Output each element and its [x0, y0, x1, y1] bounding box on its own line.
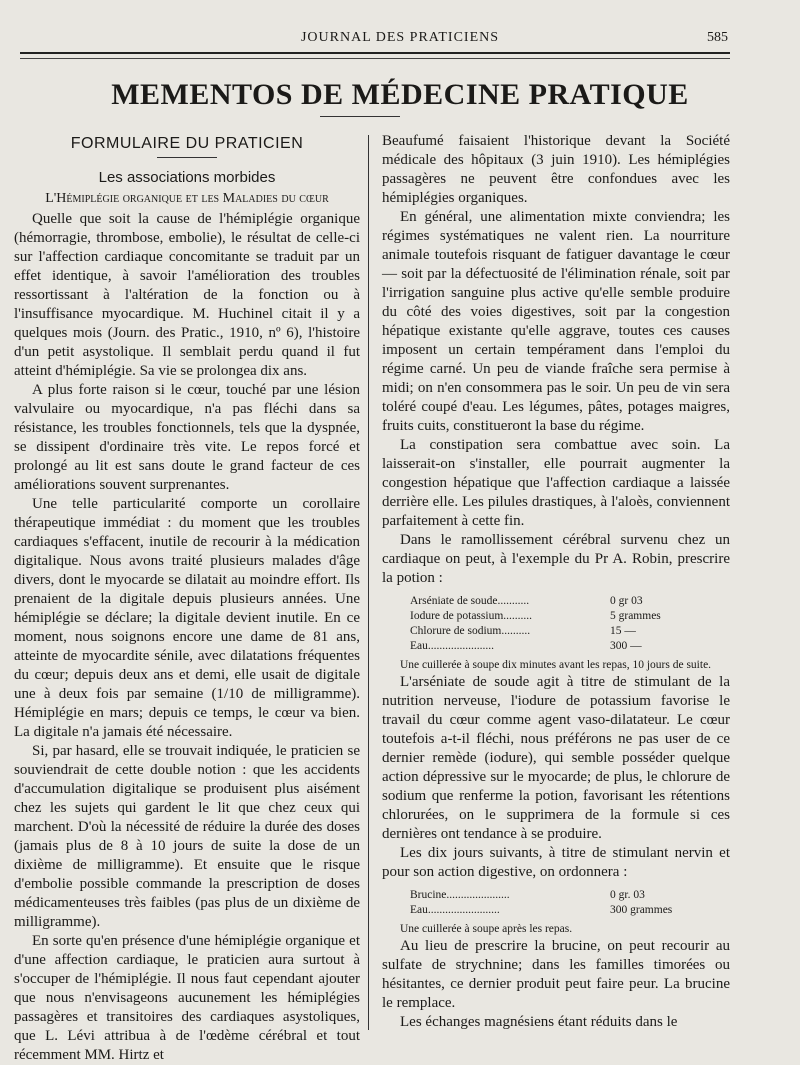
paragraph: En général, une alimentation mixte conviendra; les régimes systématiques ne valent rien. La nourriture animale toutefois risquant de fatiguer davantage le cœur — soit par la défectuosité de l'élimination rénale, soit par l'irrigation sanguine plus active qu'elle semble produire du côté des voies digestives, soit par la congestion hépatique existante qu'elle aggrave, toutes ces causes imposent un certain tempérament dans l'emploi du régime carné. Un peu de viande fraîche sera permise à midi; on n'en consommera pas le soir. Un peu de vin sera toléré coupé d'eau. Les légumes, pâtes, potages maigres, fruits cuits, constitueront la base du régime. — [382, 209, 730, 434]
paragraph: Beaufumé faisaient l'historique devant la Société médicale des hôpitaux (3 juin 1910). Les hémiplégies passagères ne peuvent être confondues avec les hémiplégies organiques. — [382, 133, 730, 206]
ingredient-quantity: 0 gr 03 — [610, 595, 643, 607]
subsection-title: Les associations morbides — [98, 169, 276, 186]
header-rule — [20, 52, 730, 54]
paragraph: La constipation sera combattue avec soin. La laisserait-on s'installer, elle pourrait augmenter la congestion hépatique que l'affection cardiaque a laissée derrière elle. Les pilules drastiques, à l'aloès, conviennent parfaitement à cette fin. — [382, 437, 730, 529]
prescription-brucine — [410, 888, 730, 918]
ingredient-name: Brucine...................... — [410, 889, 510, 901]
ingredient-name: Eau....................... — [410, 640, 495, 652]
ingredient-name: Eau......................... — [410, 904, 500, 916]
right-column — [382, 132, 730, 1032]
main-title: MEMENTOS DE MÉDECINE PRATIQUE — [111, 78, 689, 111]
paragraph: Une telle particularité comporte un corollaire thérapeutique immédiat : du moment que les troubles cardiaques s'effacent, inutile de recourir à la médication digitalique. Nous avons traité plusieurs malades d'âge divers, dont le myocarde se dilatait au moindre effort. Ils prenaient de la digitale depuis plusieurs années. Une hémiplégie se déclare; la digitale devient inutile. En ce moment, nous soignons encore une dame de 81 ans, atteinte de myocardite sénile, avec dilatations fréquentes du cœur; depuis deux ans et demi, elle usait de digitale une à deux fois par semaine (1/10 de milligramme). Hémiplégie en mars; depuis ce temps, le cœur va bien. La digitale n'a jamais été nécessaire. — [14, 496, 360, 740]
dosage-note: Une cuillerée à soupe après les repas. — [400, 923, 573, 935]
recipe-line — [410, 639, 730, 654]
recipe-line — [410, 594, 730, 609]
running-title: JOURNAL DES PRATICIENS — [300, 30, 500, 45]
title-rule — [320, 116, 400, 117]
paragraph: Si, par hasard, elle se trouvait indiquée, le praticien se souviendrait de cette double notion : que les accidents d'accumulation digitalique se produisent plus aisément chez les sujets qui gardent le lit que chez ceux qui marchent. D'où la nécessité de réduire la durée des doses (jamais plus de 8 à 10 jours de suite la dose de un dixième de milligramme). Et ensuite que le risque d'embolie possible commande la prescription de doses médicamenteuses très faibles (pas plus de un dixième de milligramme). — [14, 743, 360, 930]
recipe-line — [410, 624, 730, 639]
paragraph: En sorte qu'en présence d'une hémiplégie organique et d'une affection cardiaque, le praticien aura surtout à s'occuper de l'hémiplégie. Il nous faut cependant ajouter que nous n'envisageons aucunement les hémiplégies passagères et transitoires des cardiaques asystoliques, que L. Lévi attribua à de l'œdème cérébral et tout récemment MM. Hirtz et — [14, 933, 360, 1063]
section-title: FORMULAIRE DU PRATICIEN — [70, 135, 304, 152]
ingredient-name: Iodure de potassium.......... — [410, 610, 533, 622]
dosage-note: Une cuillerée à soupe dix minutes avant les repas, 10 jours de suite. — [400, 659, 712, 671]
paragraph: Les échanges magnésiens étant réduits dans le — [400, 1014, 678, 1030]
prescription-potion — [410, 594, 730, 654]
recipe-line — [410, 903, 730, 918]
paragraph: Au lieu de prescrire la brucine, on peut recourir au sulfate de strychnine; dans les familles timorées ou hésitantes, ce dernier produit peut faire peur. La brucine le remplace. — [382, 938, 730, 1011]
paragraph: L'arséniate de soude agit à titre de stimulant de la nutrition nerveuse, l'iodure de potassium favorise le travail du cœur comme agent vaso-dilatateur. Le cœur toutefois a-t-il fléchi, nous préférons ne pas user de ce dernier remède (iodure), qui semble posséder quelque action dépressive sur le myocarde; de plus, le chlorure de sodium que renferme la potion, favorisant les rétentions chlorurées, on le supprimera de la formule si ces dernières ont tendance à se produire. — [382, 674, 730, 842]
paragraph: Les dix jours suivants, à titre de stimulant nervin et pour son action digestive, on ordonnera : — [382, 845, 730, 880]
ingredient-quantity: 5 grammes — [610, 610, 661, 622]
column-divider — [368, 135, 369, 1030]
ingredient-quantity: 0 gr. 03 — [610, 889, 645, 901]
paragraph: A plus forte raison si le cœur, touché par une lésion valvulaire ou myocardique, n'a pas fléchi dans sa résistance, les troubles fonctionnels, tels que la dyspnée, se dissipent d'ordinaire très vite. Le repos forcé et prolongé au lit est sans doute le grand facteur de ces améliorations souvent surprenantes. — [14, 382, 360, 493]
ingredient-name: Arséniate de soude........... — [410, 595, 530, 607]
ingredient-name: Chlorure de sodium.......... — [410, 625, 531, 637]
ingredient-quantity: 300 — — [610, 640, 642, 652]
ingredient-quantity: 15 — — [610, 625, 636, 637]
left-column — [14, 132, 360, 1065]
ingredient-quantity: 300 grammes — [610, 904, 673, 916]
recipe-line — [410, 609, 730, 624]
paragraph: Quelle que soit la cause de l'hémiplégie organique (hémorragie, thrombose, embolie), le résultat de celle-ci sur l'affection cardiaque concomitante se traduit par un effet identique, à savoir l'amélioration des troubles ressortissant à l'altération de la fonction ou à l'insuffisance myocardique. M. Huchinel citait il y a quelques mois (Journ. des Pratic., 1910, nº 6), l'histoire d'un petit asystolique. Il semblait perdu quand il fut atteint d'hémiplégie. Sa vie se prolongea dix ans. — [14, 211, 360, 379]
header-rule-thin — [20, 58, 730, 59]
article-subheading: L'Hémiplégie organique et les Maladies du cœur — [45, 191, 329, 206]
paragraph: Dans le ramollissement cérébral survenu chez un cardiaque on peut, à l'exemple du Pr A. Robin, prescrire la potion : — [382, 532, 730, 586]
running-head — [0, 28, 800, 50]
recipe-line — [410, 888, 730, 903]
section-rule — [157, 157, 217, 158]
page-number: 585 — [707, 30, 728, 45]
